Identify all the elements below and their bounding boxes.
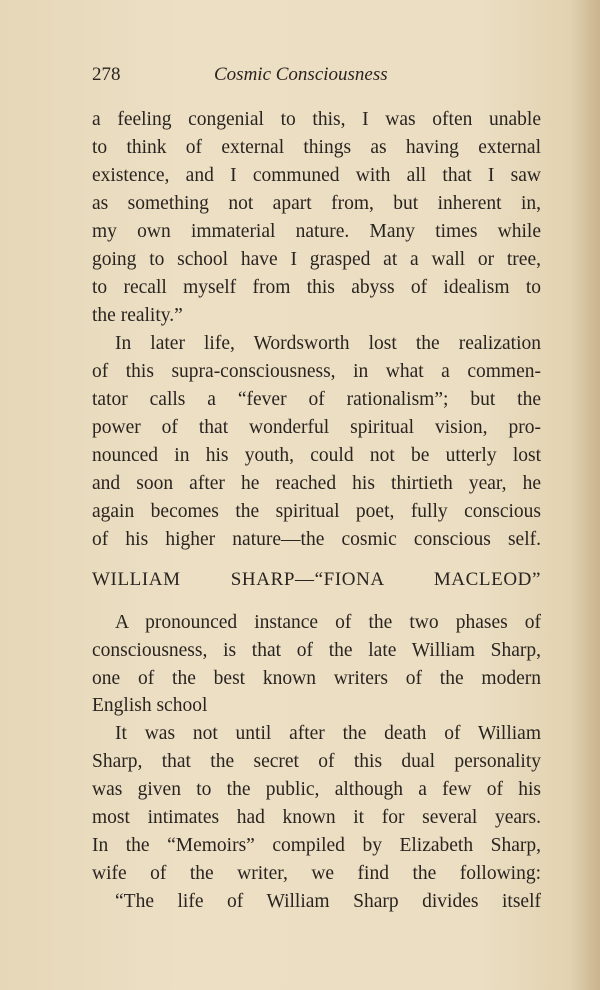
text-line: It was not until after the death of William [115,723,541,744]
text-line: one of the best known writers of the modern [92,668,541,689]
page-number: 278 [92,64,121,85]
text-line: of this supra-consciousness, in what a commen- [92,361,541,382]
text-line: consciousness, is that of the late William Sharp, [92,640,541,661]
text-line: In later life, Wordsworth lost the realization [115,333,541,354]
text-line: my own immaterial nature. Many times while [92,221,541,242]
text-line: power of that wonderful spiritual vision, pro- [92,417,541,438]
text-line: English school [92,695,208,716]
text-line: and soon after he reached his thirtieth year, he [92,473,541,494]
text-line: to recall myself from this abyss of idealism to [92,277,541,298]
running-title: Cosmic Consciousness [214,64,388,85]
text-line: wife of the writer, we find the following: [92,863,541,884]
text-line: to think of external things as having external [92,137,541,158]
text-line: existence, and I communed with all that I saw [92,165,541,186]
text-line: In the “Memoirs” compiled by Elizabeth Sharp, [92,835,541,856]
text-line: as something not apart from, but inherent in, [92,193,541,214]
text-line: A pronounced instance of the two phases of [115,612,541,633]
text-line: most intimates had known it for several years. [92,807,541,828]
text-line: was given to the public, although a few of his [92,779,541,800]
text-line: nounced in his youth, could not be utterly lost [92,445,541,466]
text-line: “The life of William Sharp divides itself [115,891,541,912]
text-line: a feeling congenial to this, I was often unable [92,109,541,130]
text-line: of his higher nature—the cosmic conscious self. [92,529,541,550]
text-line: the reality.” [92,305,183,326]
text-line: going to school have I grasped at a wall or tree, [92,249,541,270]
section-heading: WILLIAM SHARP—“FIONA MACLEOD” [92,569,541,590]
text-line: tator calls a “fever of rationalism”; but the [92,389,541,410]
text-line: Sharp, that the secret of this dual personality [92,751,541,772]
text-line: again becomes the spiritual poet, fully conscious [92,501,541,522]
